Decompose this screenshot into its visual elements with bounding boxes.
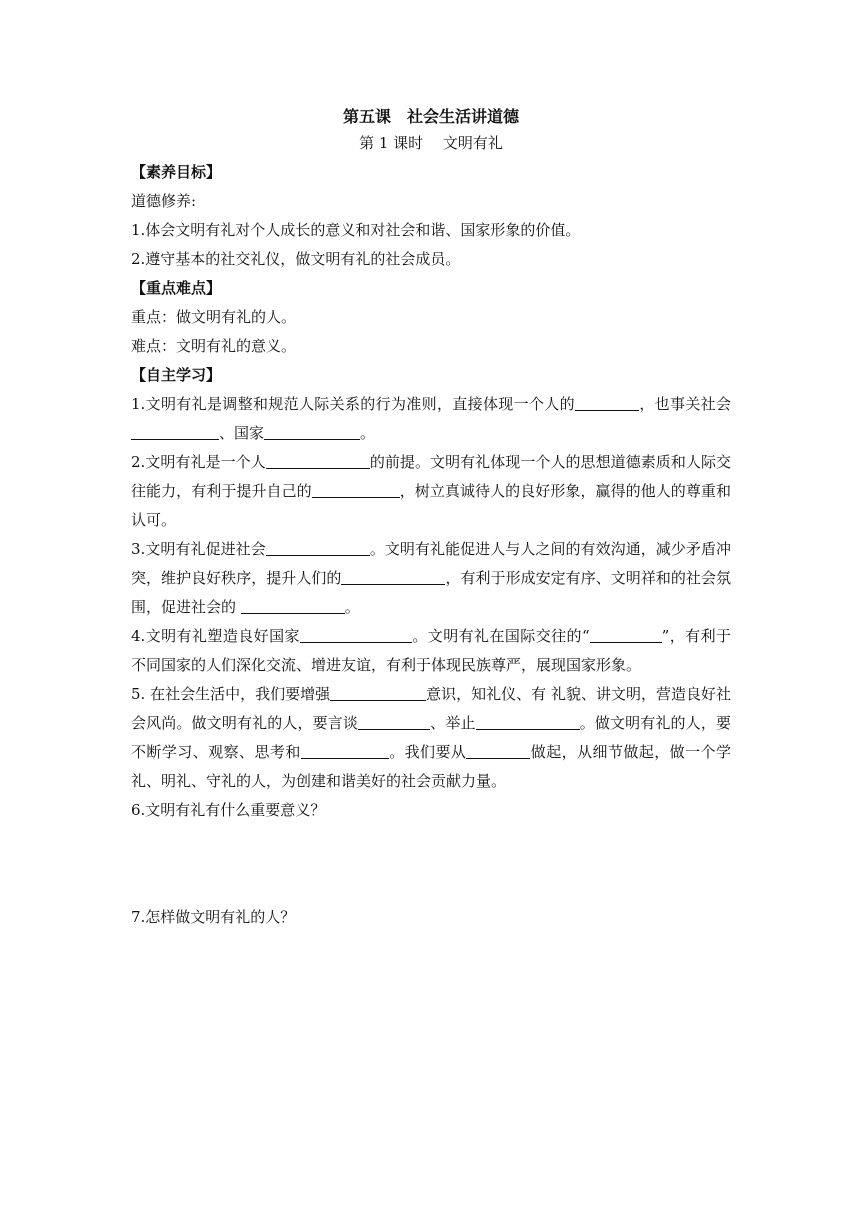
question-text: 、举止 <box>430 714 476 732</box>
question-1 <box>131 390 731 448</box>
question-4 <box>131 622 731 680</box>
fill-blank[interactable] <box>590 625 662 643</box>
fill-blank[interactable] <box>341 567 445 585</box>
fill-blank[interactable] <box>266 538 370 556</box>
question-text: 。文明有礼在国际交往的“ <box>411 627 590 645</box>
question-text: 的前提。文明有礼体现一个人的思想道德素质和人际交往能力，有利于提升自己的 <box>131 453 731 500</box>
fill-blank[interactable] <box>476 712 580 730</box>
keypoints-heading: 【重点难点】 <box>131 279 222 297</box>
question-text: ，树立真诚待人的良好形象，赢得的他人的尊重和认可。 <box>131 482 731 529</box>
study-heading: 【自主学习】 <box>131 366 222 384</box>
fill-blank[interactable] <box>131 422 219 440</box>
lesson-title: 第五课 社会生活讲道德 <box>342 107 519 126</box>
key-point: 重点：做文明有礼的人。 <box>131 308 297 326</box>
fill-blank[interactable] <box>266 451 370 469</box>
fill-blank[interactable] <box>300 625 412 643</box>
question-7: 7.怎样做文明有礼的人？ <box>131 908 296 926</box>
goals-category: 道德修养: <box>131 192 197 210</box>
fill-blank[interactable] <box>241 596 345 614</box>
question-text: ”，有利于不同国家的人们深化交流、增进友谊，有利于体现民族尊严，展现国家形象。 <box>131 627 732 674</box>
goals-heading: 【素养目标】 <box>131 163 222 181</box>
difficult-point: 难点：文明有礼的意义。 <box>131 337 297 355</box>
question-text: 。 <box>344 598 360 616</box>
question-text: 1.文明有礼是调整和规范人际关系的行为准则，直接体现一个人的 <box>131 395 575 413</box>
question-text: 。我们要从 <box>388 743 467 761</box>
question-text: 。文明有礼能促进人与人之间的有效沟通，减少矛盾冲突，维护良好秩序，提升人们的 <box>131 540 731 587</box>
question-text: 3.文明有礼促进社会 <box>131 540 266 558</box>
question-text: 、国家 <box>219 424 265 442</box>
fill-blank[interactable] <box>301 741 389 759</box>
fill-blank[interactable] <box>575 393 639 411</box>
question-text: 。做文明有礼的人，要不断学习、观察、思考和 <box>131 714 731 761</box>
question-text: 做起，从细节做起，做一个学礼、明礼、守礼的人，为创建和谐美好的社会贡献力量。 <box>131 743 731 790</box>
goal-item: 2.遵守基本的社交礼仪，做文明有礼的社会成员。 <box>131 250 461 268</box>
question-text: 。 <box>360 424 376 442</box>
question-2 <box>131 448 731 535</box>
question-5 <box>131 680 731 796</box>
fill-blank[interactable] <box>264 422 360 440</box>
question-text: 4.文明有礼塑造良好国家 <box>131 627 300 645</box>
goal-item: 1.体会文明有礼对个人成长的意义和对社会和谐、国家形象的价值。 <box>131 221 581 239</box>
fill-blank[interactable] <box>312 480 400 498</box>
question-6: 6.文明有礼有什么重要意义？ <box>131 801 326 819</box>
question-text: 5. 在社会生活中，我们要增强 <box>131 685 331 703</box>
worksheet-content <box>131 104 731 932</box>
question-text: ，也事关社会 <box>638 395 731 413</box>
question-text: 2.文明有礼是一个人 <box>131 453 266 471</box>
fill-blank[interactable] <box>466 741 530 759</box>
fill-blank[interactable] <box>358 712 430 730</box>
lesson-subtitle: 第 1 课时 文明有礼 <box>359 134 503 152</box>
question-text: 意识，知礼仪、有 礼貌、讲文明，营造良好社会风尚。做文明有礼的人，要言谈 <box>131 685 731 732</box>
question-3 <box>131 535 731 622</box>
fill-blank[interactable] <box>330 683 426 701</box>
question-text: ，有利于形成安定有序、文明祥和的社会氛围，促进社会的 <box>131 569 731 616</box>
